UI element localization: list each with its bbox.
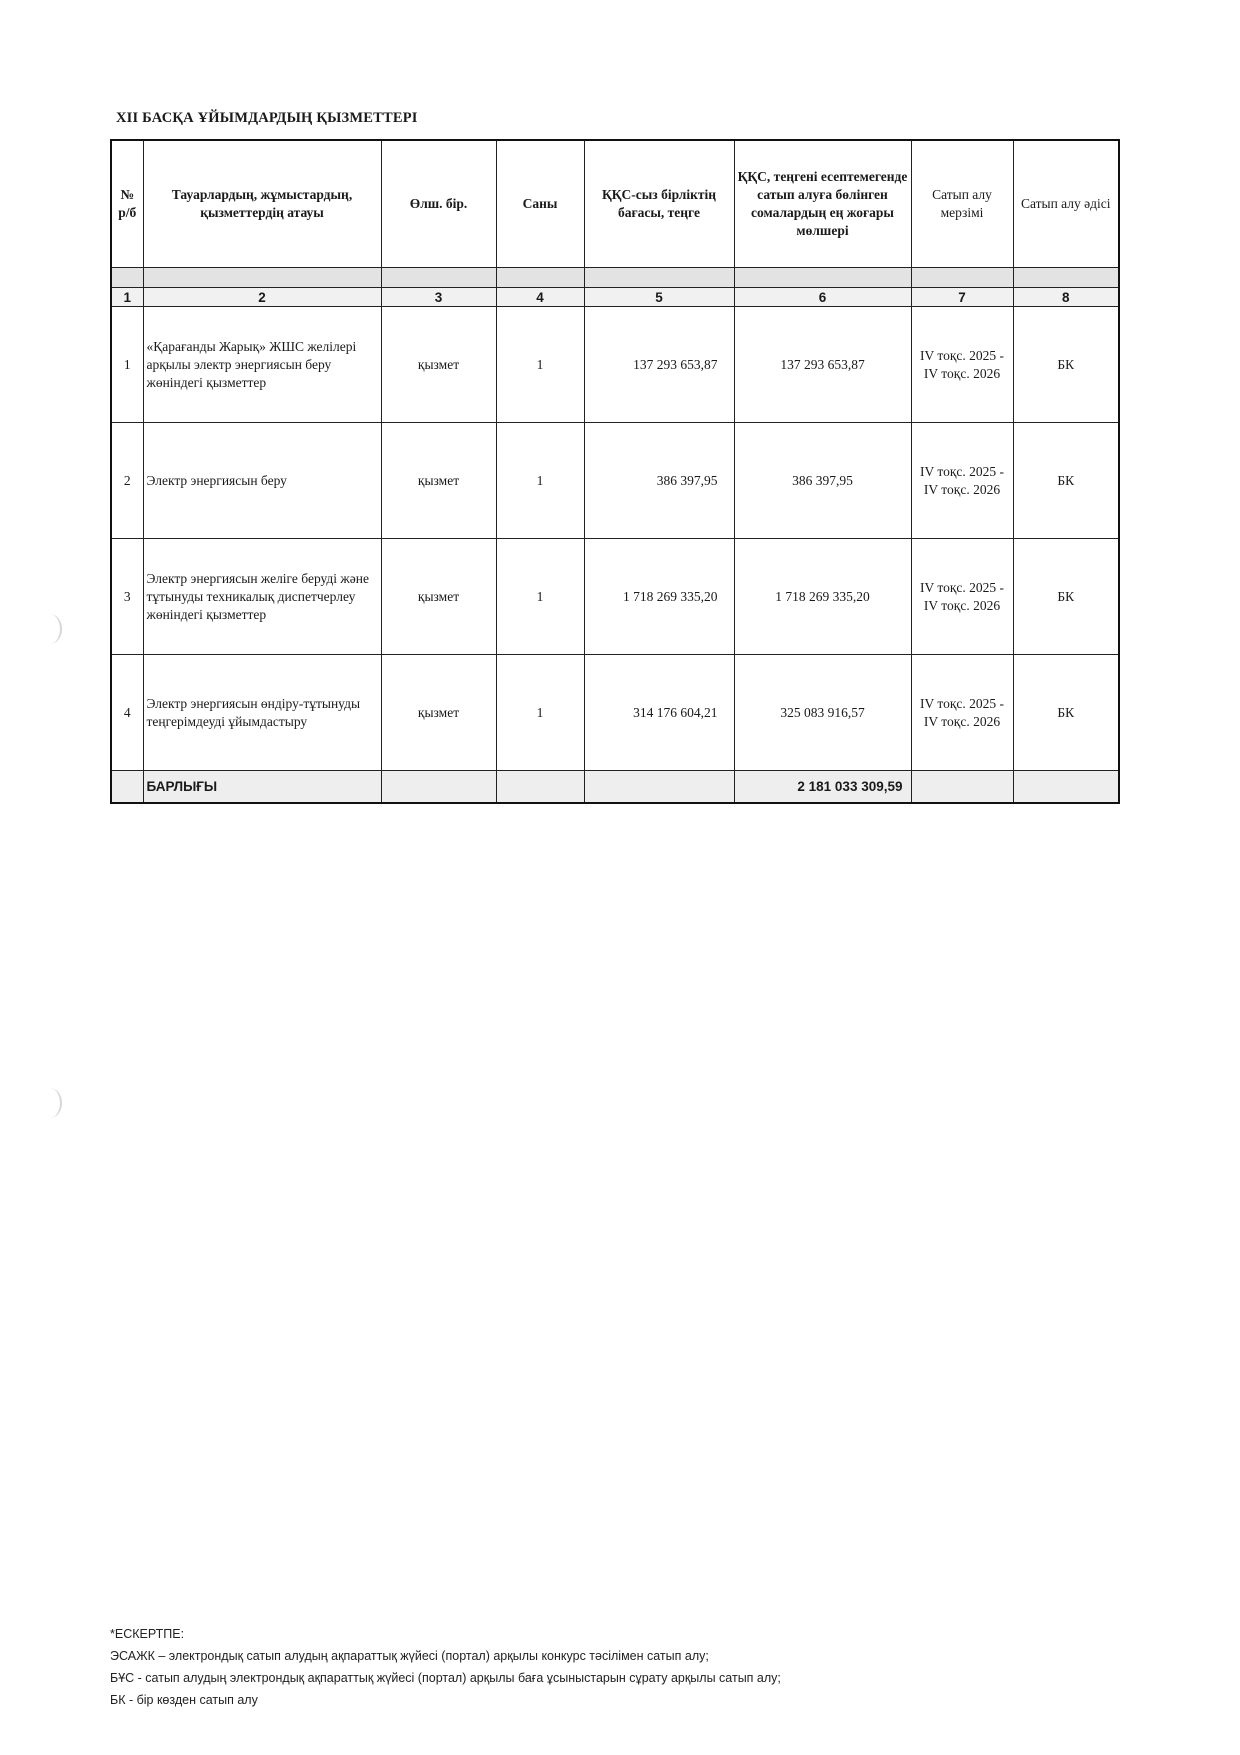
column-number: 5 xyxy=(584,288,734,307)
procurement-table xyxy=(110,139,1120,804)
header-cell-method: Сатып алу әдісі xyxy=(1013,140,1119,268)
item-method: БК xyxy=(1013,423,1119,539)
item-quantity: 1 xyxy=(496,539,584,655)
table-row xyxy=(111,655,1119,771)
item-unit: қызмет xyxy=(381,655,496,771)
footnotes xyxy=(110,1623,781,1711)
footnote-line: БҰС - сатып алудың электрондық ақпараттық жүйесі (портал) арқылы баға ұсыныстарын сұрату арқылы сатып алу; xyxy=(110,1671,781,1685)
total-row xyxy=(111,771,1119,804)
header-cell-number: № р/б xyxy=(111,140,143,268)
column-number: 7 xyxy=(911,288,1013,307)
item-period: IV тоқс. 2025 - IV тоқс. 2026 xyxy=(911,539,1013,655)
table-row xyxy=(111,307,1119,423)
column-number: 6 xyxy=(734,288,911,307)
item-period: IV тоқс. 2025 - IV тоқс. 2026 xyxy=(911,307,1013,423)
header-cell-max-amount: ҚҚС, теңгені есептемегенде сатып алуға бөлінген сомалардың ең жоғары мөлшері xyxy=(734,140,911,268)
column-number: 3 xyxy=(381,288,496,307)
row-number: 1 xyxy=(111,307,143,423)
header-cell-quantity: Саны xyxy=(496,140,584,268)
item-price: 386 397,95 xyxy=(584,423,734,539)
table-header-row xyxy=(111,140,1119,268)
total-label: БАРЛЫҒЫ xyxy=(143,771,381,804)
item-unit: қызмет xyxy=(381,307,496,423)
footnote-line: ЭСАЖК – электрондық сатып алудың ақпараттық жүйесі (портал) арқылы конкурс тәсілімен сатып алу; xyxy=(110,1649,709,1663)
item-total: 325 083 916,57 xyxy=(734,655,911,771)
scan-hole-mark xyxy=(38,614,62,644)
header-cell-unit: Өлш. бір. xyxy=(381,140,496,268)
column-number-row xyxy=(111,288,1119,307)
item-method: БК xyxy=(1013,655,1119,771)
item-method: БК xyxy=(1013,539,1119,655)
item-price: 1 718 269 335,20 xyxy=(584,539,734,655)
total-value: 2 181 033 309,59 xyxy=(734,771,911,804)
column-number: 4 xyxy=(496,288,584,307)
shaded-spacer-row xyxy=(111,268,1119,288)
section-title: ХІІ БАСҚА ҰЙЫМДАРДЫҢ ҚЫЗМЕТТЕРІ xyxy=(116,110,418,126)
item-total: 386 397,95 xyxy=(734,423,911,539)
column-number: 8 xyxy=(1013,288,1119,307)
column-number: 1 xyxy=(111,288,143,307)
item-period: IV тоқс. 2025 - IV тоқс. 2026 xyxy=(911,423,1013,539)
header-cell-unit-price: ҚҚС-сыз бірліктің бағасы, теңге xyxy=(584,140,734,268)
item-name: Электр энергиясын өндіру-тұтынуды теңгерімдеуді ұйымдастыру xyxy=(143,655,381,771)
scan-hole-mark xyxy=(38,1088,62,1118)
item-quantity: 1 xyxy=(496,655,584,771)
header-cell-period: Сатып алу мерзімі xyxy=(911,140,1013,268)
row-number: 4 xyxy=(111,655,143,771)
item-price: 137 293 653,87 xyxy=(584,307,734,423)
item-quantity: 1 xyxy=(496,423,584,539)
footnote-line: БК - бір көзден сатып алу xyxy=(110,1693,258,1707)
item-unit: қызмет xyxy=(381,539,496,655)
column-number: 2 xyxy=(143,288,381,307)
row-number: 2 xyxy=(111,423,143,539)
item-period: IV тоқс. 2025 - IV тоқс. 2026 xyxy=(911,655,1013,771)
row-number: 3 xyxy=(111,539,143,655)
table-row xyxy=(111,539,1119,655)
item-price: 314 176 604,21 xyxy=(584,655,734,771)
item-quantity: 1 xyxy=(496,307,584,423)
item-name: «Қарағанды Жарық» ЖШС желілері арқылы электр энергиясын беру жөніндегі қызметтер xyxy=(143,307,381,423)
item-total: 1 718 269 335,20 xyxy=(734,539,911,655)
item-method: БК xyxy=(1013,307,1119,423)
item-name: Электр энергиясын беру xyxy=(143,423,381,539)
item-unit: қызмет xyxy=(381,423,496,539)
table-row xyxy=(111,423,1119,539)
item-total: 137 293 653,87 xyxy=(734,307,911,423)
header-cell-name: Тауарлардың, жұмыстардың, қызметтердің атауы xyxy=(143,140,381,268)
item-name: Электр энергиясын желіге беруді және тұтынуды техникалық диспетчерлеу жөніндегі қызметтер xyxy=(143,539,381,655)
footnote-heading: *ЕСКЕРТПЕ: xyxy=(110,1627,185,1641)
